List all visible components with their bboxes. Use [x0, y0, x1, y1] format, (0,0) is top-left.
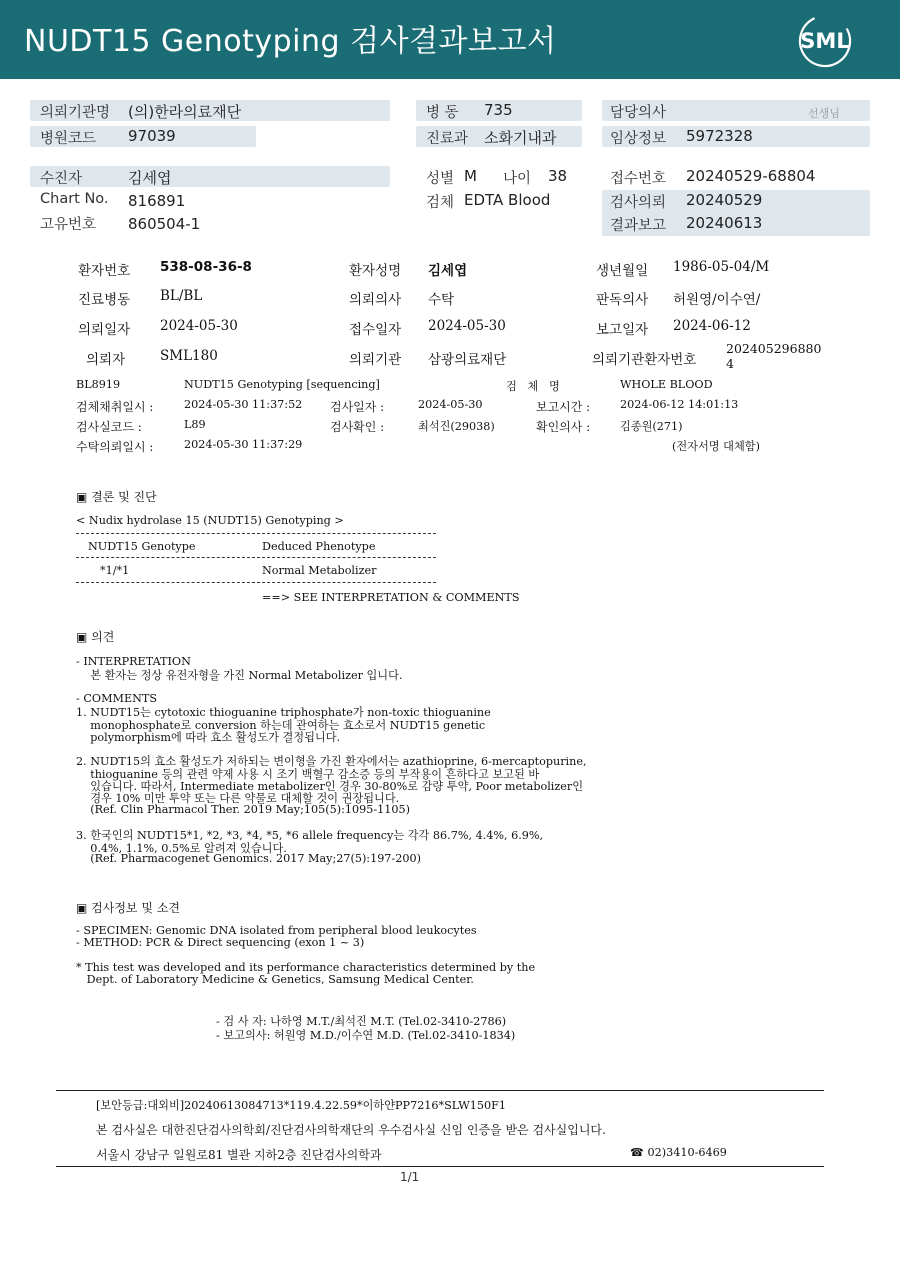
collect-label: 검체채취일시 : [76, 400, 154, 414]
testinfo-line: - METHOD: PCR & Direct sequencing (exon 1 ~ 3) [76, 936, 365, 950]
reading-doctor: 허원영/이수연/ [673, 292, 761, 308]
age-label: 나이 [503, 171, 532, 187]
clinical-value: 5972328 [686, 127, 753, 145]
institution-value: (의)한라의료재단 [128, 103, 242, 121]
request-date: 2024-05-30 [160, 318, 238, 334]
receipt-value: 20240529-68804 [686, 167, 816, 185]
genotype-value: *1/*1 [100, 564, 130, 577]
patient-number: 538-08-36-8 [160, 259, 252, 275]
physician-label: 확인의사 : [536, 420, 591, 434]
requester: SML180 [160, 348, 218, 364]
opinion-heading: ▣ 의견 [76, 630, 115, 644]
unique-value: 860504-1 [128, 215, 201, 233]
patient-box [30, 166, 390, 187]
opinion-line: 0.4%, 1.1%, 0.5%로 알려져 있습니다. [76, 841, 287, 855]
phenotype-value: Normal Metabolizer [262, 564, 377, 577]
conclusion-subtitle: < Nudix hydrolase 15 (NUDT15) Genotyping > [76, 514, 344, 527]
opinion-line: 본 환자는 정상 유전자형을 가진 Normal Metabolizer 입니다. [76, 669, 403, 683]
dept-label: 진료과 [426, 131, 469, 147]
institution-patient-number: 202405296880 [726, 341, 822, 356]
hospital-code-value: 97039 [128, 127, 176, 145]
genotype-header: NUDT15 Genotype [88, 540, 196, 553]
opinion-line: - INTERPRETATION [76, 655, 191, 668]
requesting-institution: 삼광의료재단 [428, 352, 507, 368]
age-value: 38 [548, 167, 568, 185]
receipt-date: 2024-05-30 [428, 318, 506, 334]
hospital-code-label: 병원코드 [40, 131, 97, 147]
test-name: NUDT15 Genotyping [sequencing] [184, 378, 380, 391]
labcode-label: 검사실코드 : [76, 420, 142, 434]
testinfo-line: Dept. of Laboratory Medicine & Genetics, Samsung Medical Center. [76, 973, 474, 987]
signer-line: - 검 사 자: 나하영 M.T./최석진 M.T. (Tel.02-3410-2786) [216, 1015, 507, 1028]
detail-label: 환자번호 [78, 263, 131, 279]
divider [76, 557, 436, 558]
institution-label: 의뢰기관명 [40, 105, 111, 121]
divider [76, 533, 436, 534]
confirm-value: 최석진(29038) [418, 420, 495, 433]
chart-label: Chart No. [40, 191, 109, 207]
test-code: BL8919 [76, 378, 121, 391]
opinion-line: 3. 한국인의 NUDT15*1, *2, *3, *4, *5, *6 allele frequency는 각각 86.7%, 4.4%, 6.9%, [76, 829, 544, 843]
opinion-line: (Ref. Clin Pharmacol Ther. 2019 May;105(5):1095-1105) [76, 802, 410, 816]
see-note: ==> SEE INTERPRETATION & COMMENTS [262, 591, 520, 604]
detail-label: 환자성명 [349, 263, 402, 279]
reporttime-value: 2024-06-12 14:01:13 [620, 398, 739, 411]
detail-label: 의뢰의사 [349, 292, 402, 308]
collect-value: 2024-05-30 11:37:52 [184, 398, 303, 411]
doctor-suffix: 선생님 [808, 107, 840, 120]
opinion-line: (Ref. Pharmacogenet Genomics. 2017 May;27(5):197-200) [76, 851, 421, 865]
address-line: 서울시 강남구 일원로81 별관 지하2층 진단검사의학과 [96, 1148, 382, 1162]
opinion-line: 있습니다. 따라서, Intermediate metabolizer인 경우 30-80%로 감량 투약, Poor metabolizer인 [76, 780, 584, 793]
consign-value: 2024-05-30 11:37:29 [184, 438, 303, 451]
testdate-label: 검사일자 : [330, 400, 385, 414]
footer-top-rule [56, 1090, 824, 1091]
report-header [0, 0, 900, 79]
opinion-line: 경우 10% 미만 투약 또는 다른 약물로 대체할 것이 권장됩니다. [76, 792, 400, 806]
patient-name: 김세엽 [428, 263, 468, 279]
footer-bottom-rule [56, 1166, 824, 1167]
request-value: 20240529 [686, 191, 763, 209]
divider [76, 582, 436, 583]
detail-label: 보고일자 [596, 322, 649, 338]
report-label: 결과보고 [610, 218, 667, 234]
sex-value: M [464, 167, 477, 185]
confirm-label: 검사확인 : [330, 420, 385, 434]
opinion-line: 2. NUDT15의 효소 활성도가 저하되는 변이형을 가진 환자에서는 azathioprine, 6-mercaptopurine, [76, 755, 587, 769]
sml-logo [796, 12, 854, 70]
requesting-doctor: 수탁 [428, 292, 455, 308]
detail-label: 접수일자 [349, 322, 402, 338]
conclusion-heading: ▣ 결론 및 진단 [76, 490, 157, 504]
opinion-line: - COMMENTS [76, 691, 158, 705]
detail-label: 판독의사 [596, 292, 649, 308]
report-date: 2024-06-12 [673, 318, 751, 334]
testinfo-line: - SPECIMEN: Genomic DNA isolated from peripheral blood leukocytes [76, 924, 477, 937]
phone-line: ☎ 02)3410-6469 [630, 1146, 727, 1159]
patient-value: 김세엽 [128, 169, 172, 187]
specimen-value: EDTA Blood [464, 191, 551, 209]
clinical-label: 임상정보 [610, 131, 667, 147]
testinfo-line: * This test was developed and its performance characteristics determined by the [76, 960, 536, 974]
physician-value: 김종원(271) [620, 420, 683, 433]
sex-label: 성별 [426, 171, 455, 187]
security-line: [보안등급:대외비]20240613084713*119.4.22.59*이하얀PP7216*SLW150F1 [96, 1099, 506, 1112]
unique-label: 고유번호 [40, 217, 97, 233]
specimen-label: 검체 [426, 195, 455, 211]
detail-label: 진료병동 [78, 292, 131, 308]
birthdate: 1986-05-04/M [673, 259, 770, 275]
chart-value: 816891 [128, 192, 186, 210]
consign-label: 수탁의뢰일시 : [76, 440, 154, 454]
detail-label: 의뢰자 [86, 352, 126, 368]
opinion-line: thioguanine 등의 관련 약제 사용 시 조기 백혈구 감소증 등의 부작용이 흔하다고 보고된 바 [76, 767, 540, 781]
detail-label: 의뢰기관환자번호 [592, 352, 697, 368]
signer-line: - 보고의사: 허원영 M.D./이수연 M.D. (Tel.02-3410-1834) [216, 1029, 516, 1042]
detail-label: 생년월일 [596, 263, 649, 279]
receipt-label: 접수번호 [610, 171, 667, 187]
specimen-name: WHOLE BLOOD [620, 378, 713, 391]
specimen-name-label: 검 체 명 [506, 380, 560, 393]
doctor-label: 담당의사 [610, 105, 667, 121]
ward-value: 735 [484, 101, 513, 119]
esign-note: (전자서명 대체함) [672, 440, 760, 453]
phenotype-header: Deduced Phenotype [262, 540, 376, 553]
ward-label: 병 동 [426, 105, 459, 121]
opinion-line: 1. NUDT15는 cytotoxic thioguanine triphosphate가 non-toxic thioguanine [76, 706, 491, 720]
reporttime-label: 보고시간 : [536, 400, 591, 414]
request-label: 검사의뢰 [610, 195, 667, 211]
detail-label: 의뢰일자 [78, 322, 131, 338]
logo-text: SML [800, 29, 850, 53]
detail-label: 의뢰기관 [349, 352, 402, 368]
labcode-value: L89 [184, 418, 206, 431]
testdate-value: 2024-05-30 [418, 398, 483, 411]
opinion-line: polymorphism에 따라 효소 활성도가 결정됩니다. [76, 730, 341, 744]
report-value: 20240613 [686, 214, 763, 232]
report-title: NUDT15 Genotyping 검사결과보고서 [24, 24, 557, 59]
page-number: 1/1 [400, 1170, 420, 1184]
opinion-line: monophosphate로 conversion 하는데 관여하는 효소로서 NUDT15 genetic [76, 718, 486, 732]
ward-code: BL/BL [160, 288, 203, 304]
testinfo-heading: ▣ 검사정보 및 소견 [76, 901, 180, 915]
institution-patient-number-cont: 4 [726, 356, 734, 371]
cert-line: 본 검사실은 대한진단검사의학회/진단검사의학재단의 우수검사실 신임 인증을 받은 검사실입니다. [96, 1123, 606, 1137]
dept-value: 소화기내과 [484, 129, 557, 147]
patient-label: 수진자 [40, 171, 83, 187]
